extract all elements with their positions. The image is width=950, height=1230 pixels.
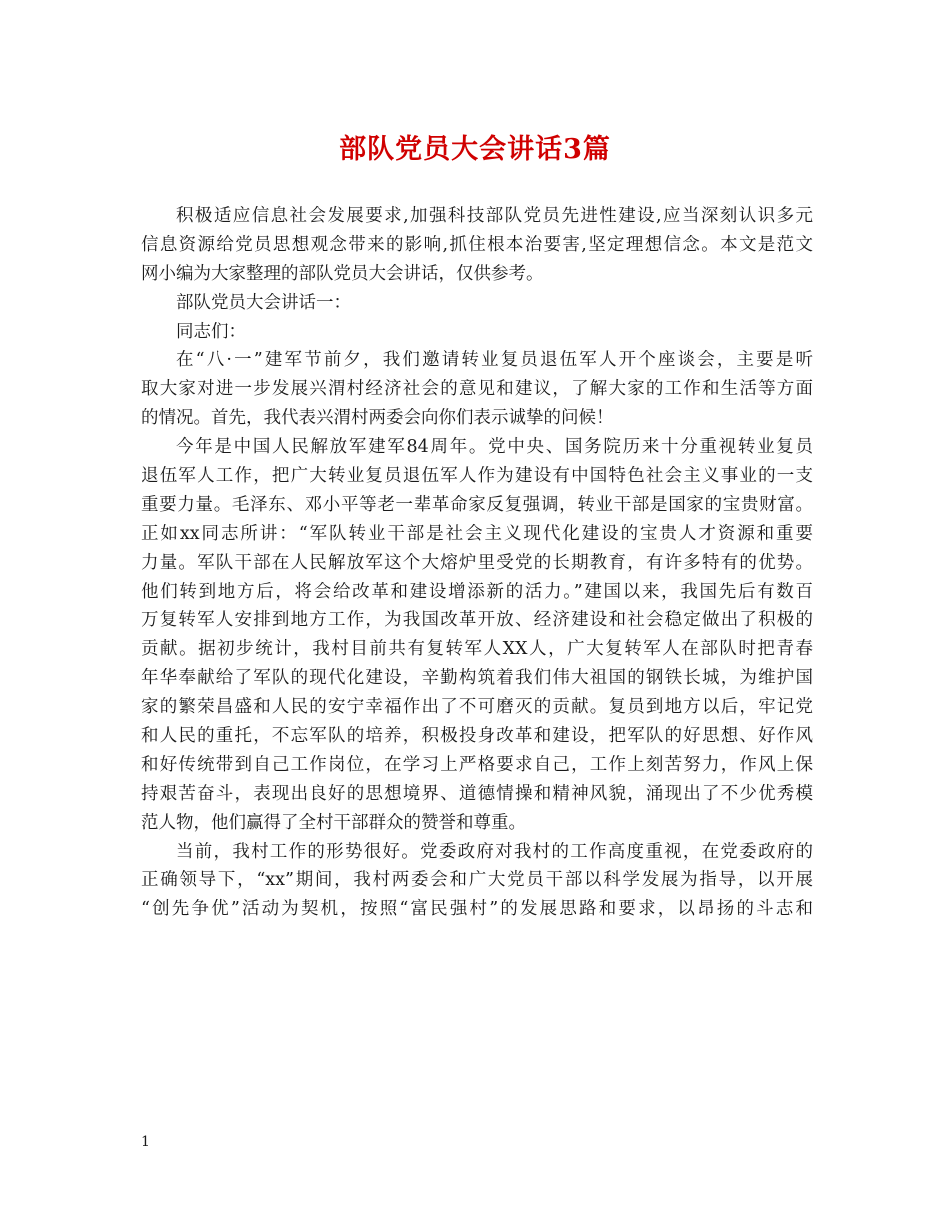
text-line: 退伍军人工作，把广大转业复员退伍军人作为建设有中国特色社会主义事业的一支 (141, 466, 813, 487)
text-line: 贡献。据初步统计，我村目前共有复转军人XX人，广大复转军人在部队时把青春 (141, 639, 813, 660)
document-title: 部队党员大会讲话3篇 (339, 134, 611, 165)
text-line: 范人物，他们赢得了全村干部群众的赞誉和尊重。 (141, 812, 526, 833)
text-line: 力量。军队干部在人民解放军这个大熔炉里受党的长期教育，有许多特有的优势。 (141, 552, 813, 573)
text-line: 的情况。首先，我代表兴渭村两委会向你们表示诚挚的问候！ (141, 408, 614, 429)
page-number: 1 (141, 1134, 150, 1150)
text-line: 万复转军人安排到地方工作，为我国改革开放、经济建设和社会稳定做出了积极的 (141, 610, 813, 631)
text-line: 在“八·一”建军节前夕，我们邀请转业复员退伍军人开个座谈会，主要是听 (176, 350, 813, 371)
text-line: 同志们： (176, 321, 246, 342)
text-line: 今年是中国人民解放军建军84周年。党中央、国务院历来十分重视转业复员 (176, 437, 813, 458)
text-line: 和好传统带到自己工作岗位，在学习上严格要求自己，工作上刻苦努力，作风上保 (141, 754, 813, 775)
text-line: 部队党员大会讲话一： (176, 292, 351, 313)
text-line: 当前，我村工作的形势很好。党委政府对我村的工作高度重视，在党委政府的 (176, 841, 813, 862)
text-line: 取大家对进一步发展兴渭村经济社会的意见和建议，了解大家的工作和生活等方面 (141, 379, 813, 400)
document-body (141, 202, 813, 924)
text-line: 他们转到地方后，将会给改革和建设增添新的活力。”建国以来，我国先后有数百 (141, 581, 813, 602)
text-line: 重要力量。毛泽东、邓小平等老一辈革命家反复强调，转业干部是国家的宝贵财富。 (141, 494, 813, 515)
text-line: 家的繁荣昌盛和人民的安宁幸福作出了不可磨灭的贡献。复员到地方以后，牢记党 (141, 697, 813, 718)
text-line: 网小编为大家整理的部队党员大会讲话，仅供参考。 (141, 263, 544, 284)
text-line: 正如xx同志所讲：“军队转业干部是社会主义现代化建设的宝贵人才资源和重要 (141, 523, 813, 544)
text-line: 正确领导下，“xx”期间，我村两委会和广大党员干部以科学发展为指导，以开展 (141, 870, 813, 891)
text-line: 年华奉献给了军队的现代化建设，辛勤构筑着我们伟大祖国的钢铁长城，为维护国 (141, 668, 813, 689)
text-line: 和人民的重托，不忘军队的培养，积极投身改革和建设，把军队的好思想、好作风 (141, 726, 813, 747)
text-line: 信息资源给党员思想观念带来的影响,抓住根本治要害,坚定理想信念。本文是范文 (141, 234, 813, 255)
text-line: 持艰苦奋斗，表现出良好的思想境界、道德情操和精神风貌，涌现出了不少优秀模 (141, 783, 813, 804)
text-line: “创先争优”活动为契机，按照“富民强村”的发展思路和要求，以昂扬的斗志和 (141, 899, 813, 920)
text-line: 积极适应信息社会发展要求,加强科技部队党员先进性建设,应当深刻认识多元 (176, 206, 813, 226)
